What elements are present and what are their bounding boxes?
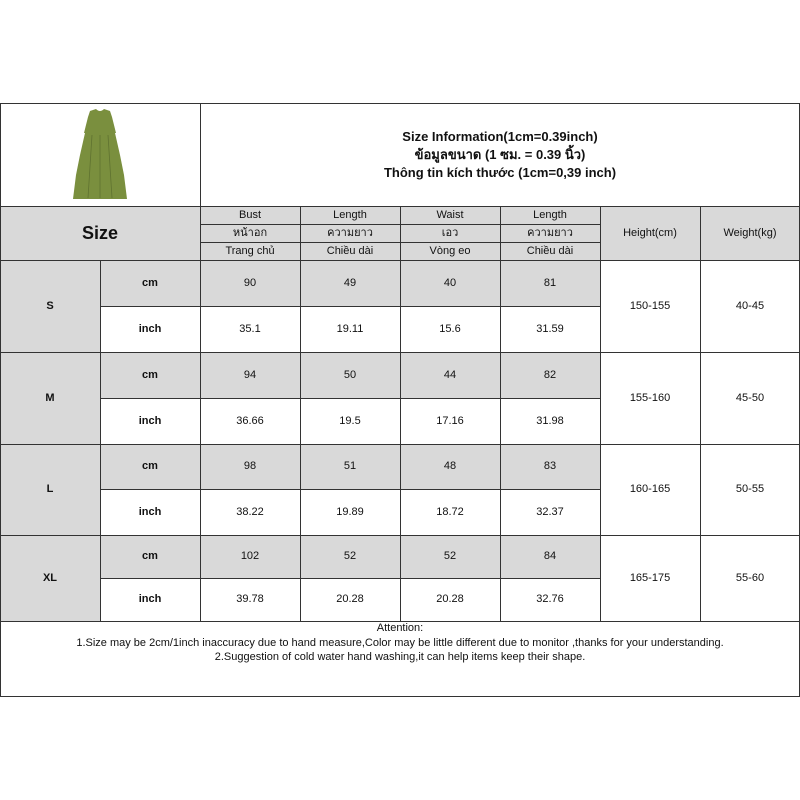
height-cell: 165-175 — [600, 535, 700, 621]
table-cell: 48 — [400, 444, 500, 489]
unit-cm: cm — [100, 444, 200, 489]
unit-cm: cm — [100, 535, 200, 578]
table-cell: 31.98 — [500, 398, 600, 444]
table-cell: 51 — [300, 444, 400, 489]
size-chart — [0, 103, 800, 697]
col-weight: Weight(kg) — [700, 206, 800, 260]
unit-inch: inch — [100, 489, 200, 535]
table-cell: 102 — [200, 535, 300, 578]
table-cell: 17.16 — [400, 398, 500, 444]
title-vietnamese: Thông tin kích thước (1cm=0,39 inch) — [383, 164, 617, 180]
col-bust-th: หน้าอก — [200, 224, 300, 242]
col-bust-en: Bust — [200, 206, 300, 224]
table-cell: 90 — [200, 260, 300, 306]
col-waist-th: เอว — [400, 224, 500, 242]
table-cell: 52 — [400, 535, 500, 578]
height-cell: 150-155 — [600, 260, 700, 352]
table-cell: 20.28 — [300, 578, 400, 621]
height-cell: 155-160 — [600, 352, 700, 444]
table-cell: 19.11 — [300, 306, 400, 352]
table-cell: 52 — [300, 535, 400, 578]
attention-line-2: 2.Suggestion of cold water hand washing,it can help items keep their shape. — [214, 651, 586, 663]
col-length-en: Length — [300, 206, 400, 224]
attention-line-1: 1.Size may be 2cm/1inch inaccuracy due to hand measure,Color may be little different due to monitor ,thanks for your understanding. — [76, 636, 724, 649]
table-cell: 82 — [500, 352, 600, 398]
table-cell: 50 — [300, 352, 400, 398]
col-length2-en: Length — [500, 206, 600, 224]
table-cell: 32.76 — [500, 578, 600, 621]
weight-cell: 55-60 — [700, 535, 800, 621]
title-thai: ข้อมูลขนาด (1 ซม. = 0.39 นิ้ว) — [414, 146, 586, 162]
table-cell: 83 — [500, 444, 600, 489]
table-cell: 36.66 — [200, 398, 300, 444]
col-waist-vi: Vòng eo — [400, 242, 500, 260]
table-cell: 98 — [200, 444, 300, 489]
weight-cell: 50-55 — [700, 444, 800, 535]
table-cell: 84 — [500, 535, 600, 578]
weight-cell: 45-50 — [700, 352, 800, 444]
table-cell: 38.22 — [200, 489, 300, 535]
size-xl-label: XL — [0, 535, 100, 621]
table-cell: 40 — [400, 260, 500, 306]
col-length-th: ความยาว — [300, 224, 400, 242]
col-length2-th: ความยาว — [500, 224, 600, 242]
table-cell: 15.6 — [400, 306, 500, 352]
unit-cm: cm — [100, 260, 200, 306]
table-cell: 31.59 — [500, 306, 600, 352]
col-length-vi: Chiều dài — [300, 242, 400, 260]
unit-inch: inch — [100, 306, 200, 352]
size-header: Size — [0, 206, 200, 260]
unit-inch: inch — [100, 398, 200, 444]
table-cell: 49 — [300, 260, 400, 306]
table-cell: 44 — [400, 352, 500, 398]
table-cell: 19.89 — [300, 489, 400, 535]
table-cell: 81 — [500, 260, 600, 306]
height-cell: 160-165 — [600, 444, 700, 535]
col-waist-en: Waist — [400, 206, 500, 224]
table-cell: 35.1 — [200, 306, 300, 352]
table-cell: 32.37 — [500, 489, 600, 535]
attention-title: Attention: — [376, 622, 424, 634]
size-s-label: S — [0, 260, 100, 352]
unit-inch: inch — [100, 578, 200, 621]
table-cell: 18.72 — [400, 489, 500, 535]
product-image-cell — [0, 103, 200, 206]
size-information-title — [200, 103, 800, 206]
col-height: Height(cm) — [600, 206, 700, 260]
weight-cell: 40-45 — [700, 260, 800, 352]
size-m-label: M — [0, 352, 100, 444]
attention-note — [0, 621, 800, 697]
size-l-label: L — [0, 444, 100, 535]
title-english: Size Information(1cm=0.39inch) — [402, 128, 598, 144]
dress-icon — [48, 103, 152, 205]
table-cell: 20.28 — [400, 578, 500, 621]
col-bust-vi: Trang chủ — [200, 242, 300, 260]
table-cell: 39.78 — [200, 578, 300, 621]
table-cell: 19.5 — [300, 398, 400, 444]
table-cell: 94 — [200, 352, 300, 398]
col-length2-vi: Chiều dài — [500, 242, 600, 260]
unit-cm: cm — [100, 352, 200, 398]
